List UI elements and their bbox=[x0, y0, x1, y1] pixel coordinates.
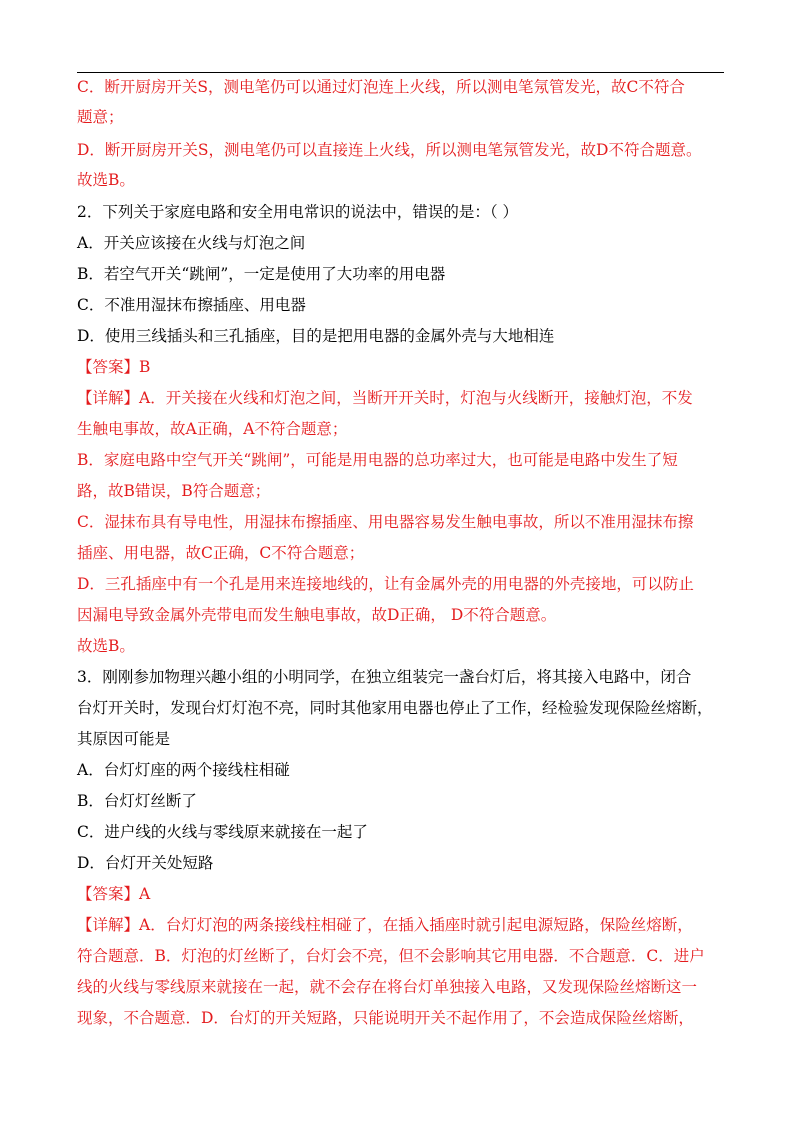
question-2-option-a: A．开关应该接在火线与灯泡之间 bbox=[77, 234, 306, 252]
answer-label: 【答案】A bbox=[77, 885, 151, 903]
question-3-stem: 3．刚刚参加物理兴趣小组的小明同学，在独立组装完一盏台灯后，将其接入电路中，闭合 bbox=[77, 668, 692, 686]
explanation-line: 符合题意．B．灯泡的灯丝断了，台灯会不亮，但不会影响其它用电器．不合题意．C．进户 bbox=[77, 947, 705, 965]
question-2-option-c: C．不准用湿抹布擦插座、用电器 bbox=[77, 296, 306, 314]
answer-line: C．断开厨房开关S，测电笔仍可以通过灯泡连上火线，所以测电笔氖管发光，故C不符合 bbox=[77, 78, 685, 96]
explanation-line: 线的火线与零线原来就接在一起，就不会存在将台灯单独接入电路，又发现保险丝熔断这一 bbox=[77, 978, 698, 996]
question-3-option-b: B．台灯灯丝断了 bbox=[77, 792, 197, 810]
question-3-option-a: A．台灯灯座的两个接线柱相碰 bbox=[77, 761, 290, 779]
explanation-line: 路，故B错误，B符合题意； bbox=[77, 482, 271, 500]
header-rule bbox=[77, 72, 724, 73]
answer-line: 题意； bbox=[77, 108, 124, 126]
explanation-line: 【详解】A．开关接在火线和灯泡之间，当断开开关时，灯泡与火线断开，接触灯泡，不发 bbox=[77, 389, 693, 407]
question-2-option-d: D．使用三线插头和三孔插座，目的是把用电器的金属外壳与大地相连 bbox=[77, 327, 555, 345]
question-2-option-b: B．若空气开关“跳闸”，一定是使用了大功率的用电器 bbox=[77, 265, 446, 283]
explanation-line: 因漏电导致金属外壳带电而发生触电事故，故D正确， D不符合题意。 bbox=[77, 606, 557, 624]
explanation-line: 【详解】A．台灯灯泡的两条接线柱相碰了，在插入插座时就引起电源短路，保险丝熔断， bbox=[77, 916, 693, 934]
explanation-line: 现象，不合题意．D．台灯的开关短路，只能说明开关不起作用了，不会造成保险丝熔断， bbox=[77, 1009, 694, 1027]
explanation-line: 故选B。 bbox=[77, 637, 135, 655]
explanation-line: B．家庭电路中空气开关“跳闸”，可能是用电器的总功率过大，也可能是电路中发生了短 bbox=[77, 451, 678, 469]
answer-label: 【答案】B bbox=[77, 358, 151, 376]
question-3-stem: 台灯开关时，发现台灯灯泡不亮，同时其他家用电器也停止了工作，经检验发现保险丝熔断， bbox=[77, 699, 713, 717]
question-2-stem: 2．下列关于家庭电路和安全用电常识的说法中，错误的是：（ ） bbox=[77, 203, 519, 221]
question-3-option-c: C．进户线的火线与零线原来就接在一起了 bbox=[77, 823, 368, 841]
question-3-stem: 其原因可能是 bbox=[77, 730, 171, 748]
explanation-line: D．三孔插座中有一个孔是用来连接地线的，让有金属外壳的用电器的外壳接地，可以防止 bbox=[77, 575, 694, 593]
answer-line: 故选B。 bbox=[77, 171, 135, 189]
explanation-line: 插座、用电器，故C正确，C不符合题意； bbox=[77, 544, 365, 562]
answer-line: D．断开厨房开关S，测电笔仍可以直接连上火线，所以测电笔氖管发光，故D不符合题意。 bbox=[77, 141, 702, 159]
question-3-option-d: D．台灯开关处短路 bbox=[77, 854, 214, 872]
explanation-line: 生触电事故，故A正确，A不符合题意； bbox=[77, 420, 348, 438]
explanation-line: C．湿抹布具有导电性，用湿抹布擦插座、用电器容易发生触电事故，所以不准用湿抹布擦 bbox=[77, 513, 694, 531]
